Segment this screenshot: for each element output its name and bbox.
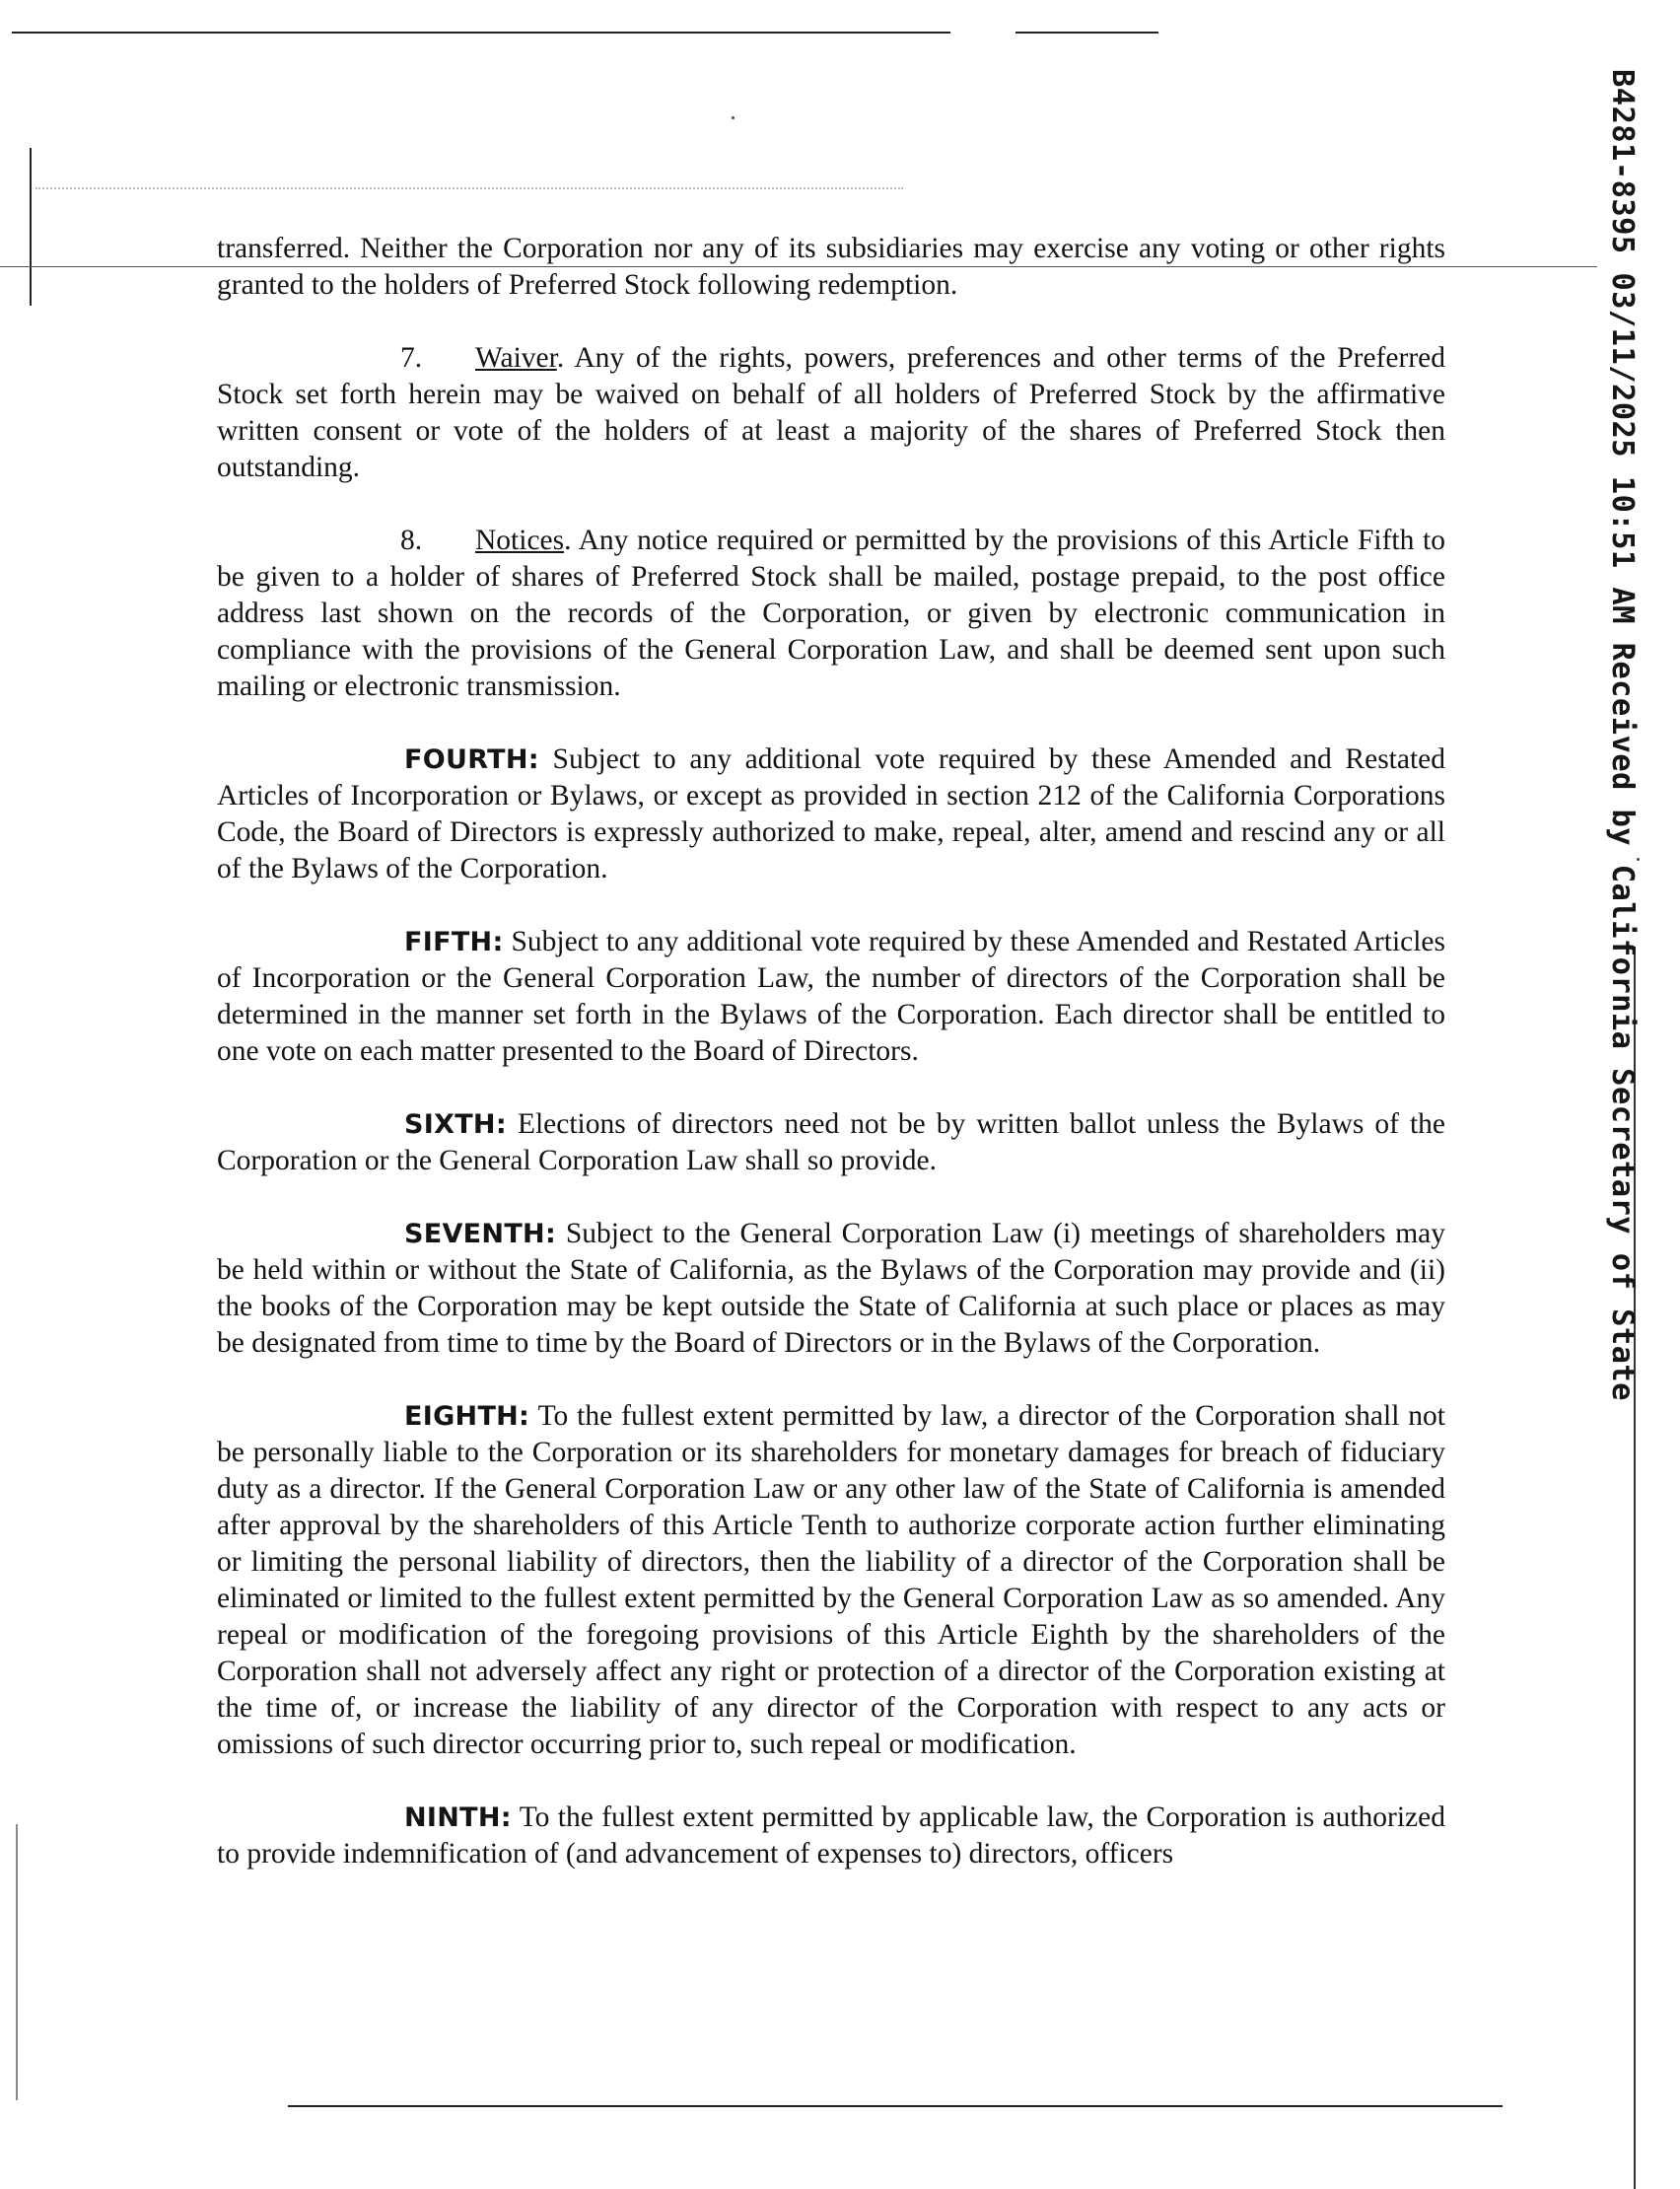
article-sixth-heading: SIXTH: [404, 1109, 507, 1140]
section-7-title: Waiver [475, 342, 557, 374]
article-seventh-paragraph [217, 1216, 1445, 1362]
article-sixth-paragraph [217, 1106, 1445, 1179]
article-ninth-heading: NINTH: [404, 1802, 512, 1833]
article-seventh-heading: SEVENTH: [404, 1219, 557, 1249]
scan-top-rule-left [12, 32, 950, 34]
section-8-paragraph [217, 523, 1445, 705]
scan-left-edge-lower [16, 1824, 18, 2100]
article-fifth-text: Subject to any additional vote required by these Amended and Restated Articles of Incorporation or the General Corporation Law, the number of directors of the Corporation shall be determined in the manner set forth in the Bylaws of the Corporation. Each director shall be entitled to one vote on each matter presented to the Board of Directors. [217, 926, 1446, 1067]
article-fifth-paragraph [217, 924, 1445, 1070]
article-eighth-text: To the fullest extent permitted by law, a director of the Corporation shall not be personally liable to the Corporation or its shareholders for monetary damages for breach of fiduciary duty as a director. If the General Corporation Law or any other law of the State of California is amended after approval by the shareholders of this Article Tenth to authorize corporate action further eliminating or limiting the personal liability of directors, then the liability of a director of the Corporation shall be eliminated or limited to the fullest extent permitted by the General Corporation Law as so amended. Any repeal or modification of the foregoing provisions of this Article Eighth by the shareholders of the Corporation shall not adversely affect any right or protection of a director of the Corporation existing at the time of, or increase the liability of any director of the Corporation with respect to any acts or omissions of such director occurring prior to, such repeal or modification. [217, 1400, 1445, 1760]
article-fifth-heading: FIFTH: [404, 927, 504, 957]
article-seventh-text: Subject to the General Corporation Law (i) meetings of shareholders may be held within or without the State of California, as the Bylaws of the Corporation may provide and (ii) the books of the Corporation may be kept outside the State of California at such place or places as may be designated from time to time by the Board of Directors or in the Bylaws of the Corporation. [217, 1218, 1445, 1359]
section-7-number: 7. [400, 342, 423, 374]
article-ninth-text: To the fullest extent permitted by applicable law, the Corporation is authorized to provide indemnification of (and advancement of expenses to) directors, officers [217, 1801, 1445, 1870]
section-7-text: . Any of the rights, powers, preferences and other terms of the Preferred Stock set forth herein may be waived on behalf of all holders of Preferred Stock by the affirmative written consent or vote of the holders of at least a majority of the shares of Preferred Stock then outstanding. [217, 342, 1445, 483]
scan-dotted-rule [35, 187, 903, 189]
scan-top-rule-right [1015, 32, 1158, 34]
document-body [217, 231, 1445, 1872]
article-ninth-paragraph [217, 1800, 1445, 1872]
article-eighth-paragraph [217, 1398, 1445, 1763]
article-fourth-text: Subject to any additional vote required by these Amended and Restated Articles of Incorporation or Bylaws, or except as provided in section 212 of the California Corporations Code, the Board of Directors is expressly authorized to make, repeal, alter, amend and rescind any or all of the Bylaws of the Corporation. [217, 743, 1446, 884]
article-fourth-paragraph [217, 741, 1445, 887]
scan-left-edge [30, 148, 32, 306]
scan-speck [732, 116, 735, 119]
continuation-paragraph [217, 231, 1445, 304]
section-8-title: Notices [475, 525, 565, 556]
section-8-number: 8. [400, 525, 423, 556]
article-fourth-heading: FOURTH: [404, 744, 539, 775]
receipt-stamp: B4281-8395 03/11/2025 10:51 AM Received by California Secretary of State [1605, 69, 1640, 1401]
section-7-paragraph [217, 340, 1445, 486]
article-sixth-text: Elections of directors need not be by written ballot unless the Bylaws of the Corporation or the General Corporation Law shall so provide. [217, 1108, 1445, 1176]
continuation-text: transferred. Neither the Corporation nor any of its subsidiaries may exercise any voting or other rights granted to the holders of Preferred Stock following redemption. [217, 233, 1445, 301]
section-8-text: . Any notice required or permitted by the provisions of this Article Fifth to be given to a holder of shares of Preferred Stock shall be mailed, postage prepaid, to the post office address last shown on the records of the Corporation, or given by electronic communication in compliance with the provisions of the General Corporation Law, and shall be deemed sent upon such mailing or electronic transmission. [217, 525, 1445, 702]
article-eighth-heading: EIGHTH: [404, 1401, 530, 1432]
scan-bottom-rule [288, 2105, 1503, 2107]
